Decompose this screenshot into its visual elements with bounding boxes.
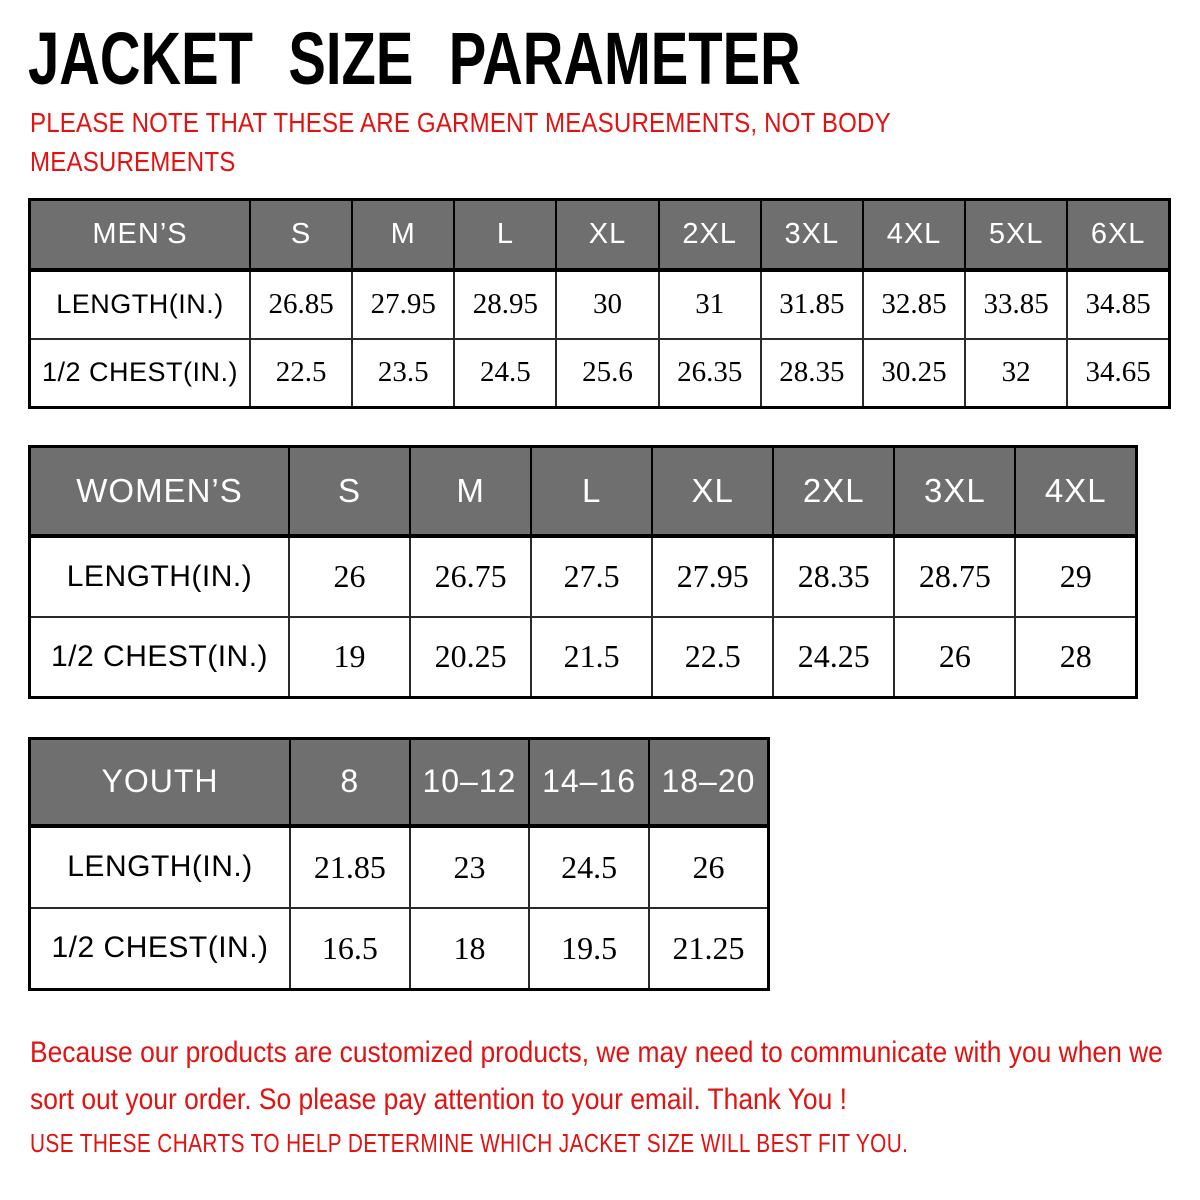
youth-size-table — [28, 737, 770, 991]
value-cell: 28.95 — [454, 270, 556, 339]
measurement-note: PLEASE NOTE THAT THESE ARE GARMENT MEASUREMENTS, NOT BODY MEASUREMENTS — [30, 107, 891, 177]
value-cell: 18 — [410, 908, 530, 990]
value-cell: 26 — [894, 617, 1015, 698]
size-column-header: 2XL — [659, 200, 761, 270]
table-row — [30, 826, 769, 908]
value-cell: 27.5 — [531, 536, 652, 617]
value-cell: 29 — [1015, 536, 1136, 617]
row-label-cell: LENGTH(IN.) — [30, 826, 291, 908]
value-cell: 31 — [659, 270, 761, 339]
value-cell: 25.6 — [556, 339, 658, 408]
table-row — [30, 270, 1170, 339]
value-cell: 26.75 — [410, 536, 531, 617]
size-column-header: S — [289, 447, 410, 536]
value-cell: 26 — [649, 826, 769, 908]
size-column-header: 4XL — [863, 200, 965, 270]
value-cell: 28.75 — [894, 536, 1015, 617]
row-label-cell: 1/2 CHEST(IN.) — [30, 617, 290, 698]
size-column-header: M — [410, 447, 531, 536]
value-cell: 27.95 — [352, 270, 454, 339]
value-cell: 28 — [1015, 617, 1136, 698]
womens-size-table — [28, 445, 1138, 699]
size-column-header: 8 — [290, 739, 410, 826]
table-row — [30, 617, 1137, 698]
table-row — [30, 908, 769, 990]
value-cell: 16.5 — [290, 908, 410, 990]
size-column-header: XL — [652, 447, 773, 536]
value-cell: 31.85 — [761, 270, 863, 339]
mens-size-table — [28, 198, 1171, 409]
value-cell: 23.5 — [352, 339, 454, 408]
value-cell: 22.5 — [652, 617, 773, 698]
value-cell: 24.25 — [773, 617, 894, 698]
value-cell: 28.35 — [773, 536, 894, 617]
value-cell: 26.35 — [659, 339, 761, 408]
value-cell: 30.25 — [863, 339, 965, 408]
value-cell: 19 — [289, 617, 410, 698]
header-row — [30, 447, 1137, 536]
size-column-header: 5XL — [965, 200, 1067, 270]
size-column-header: XL — [556, 200, 658, 270]
size-column-header: 14–16 — [529, 739, 649, 826]
value-cell: 21.25 — [649, 908, 769, 990]
value-cell: 27.95 — [652, 536, 773, 617]
customization-notice: Because our products are customized products, we may need to communicate with you when we sort out your order. So please pay attention to your email. Thank You ! — [30, 1036, 1163, 1116]
value-cell: 28.35 — [761, 339, 863, 408]
size-column-header: M — [352, 200, 454, 270]
value-cell: 24.5 — [529, 826, 649, 908]
value-cell: 23 — [410, 826, 530, 908]
size-column-header: 6XL — [1067, 200, 1169, 270]
table-row — [30, 339, 1170, 408]
size-column-header: 18–20 — [649, 739, 769, 826]
row-label-cell: LENGTH(IN.) — [30, 536, 290, 617]
size-column-header: 3XL — [761, 200, 863, 270]
row-label-cell: LENGTH(IN.) — [30, 270, 251, 339]
value-cell: 19.5 — [529, 908, 649, 990]
table-title-cell: WOMEN’S — [30, 447, 290, 536]
size-column-header: S — [250, 200, 352, 270]
value-cell: 26.85 — [250, 270, 352, 339]
page-title: JACKET SIZE PARAMETER — [28, 17, 801, 100]
size-column-header: 2XL — [773, 447, 894, 536]
value-cell: 24.5 — [454, 339, 556, 408]
value-cell: 34.85 — [1067, 270, 1169, 339]
value-cell: 34.65 — [1067, 339, 1169, 408]
table-title-cell: MEN’S — [30, 200, 251, 270]
value-cell: 32.85 — [863, 270, 965, 339]
value-cell: 33.85 — [965, 270, 1067, 339]
value-cell: 20.25 — [410, 617, 531, 698]
value-cell: 21.85 — [290, 826, 410, 908]
header-row — [30, 200, 1170, 270]
value-cell: 21.5 — [531, 617, 652, 698]
size-column-header: 4XL — [1015, 447, 1136, 536]
row-label-cell: 1/2 CHEST(IN.) — [30, 908, 291, 990]
table-title-cell: YOUTH — [30, 739, 291, 826]
header-row — [30, 739, 769, 826]
value-cell: 32 — [965, 339, 1067, 408]
value-cell: 22.5 — [250, 339, 352, 408]
size-column-header: 10–12 — [410, 739, 530, 826]
row-label-cell: 1/2 CHEST(IN.) — [30, 339, 251, 408]
table-row — [30, 536, 1137, 617]
value-cell: 26 — [289, 536, 410, 617]
size-column-header: L — [531, 447, 652, 536]
size-column-header: L — [454, 200, 556, 270]
value-cell: 30 — [556, 270, 658, 339]
fit-advice: USE THESE CHARTS TO HELP DETERMINE WHICH JACKET SIZE WILL BEST FIT YOU. — [30, 1128, 909, 1158]
size-column-header: 3XL — [894, 447, 1015, 536]
